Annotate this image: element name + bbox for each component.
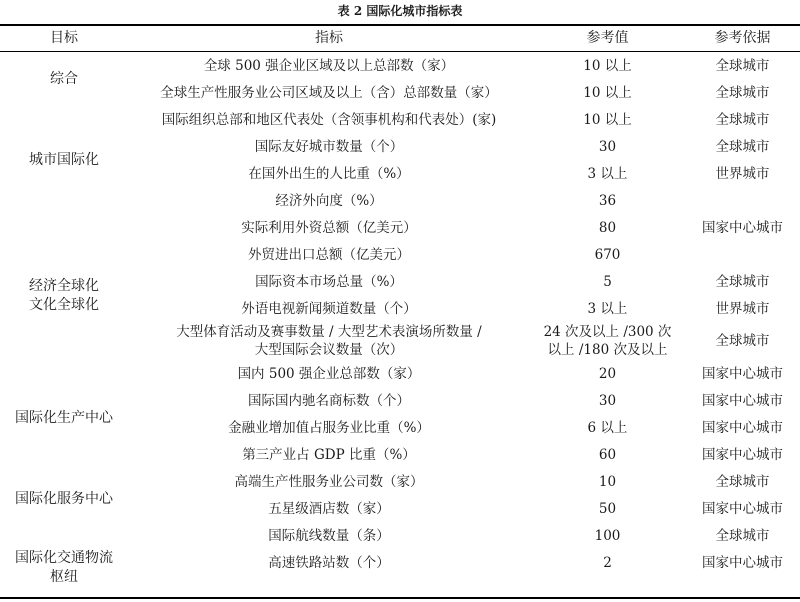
bottom-rule (0, 597, 800, 599)
row-indicator: 第三产业占 GDP 比重（%） (242, 446, 416, 463)
row-reference-value: 20 (598, 365, 617, 382)
row-reference-value: 670 (594, 246, 621, 263)
row-indicator: 高端生产性服务业公司数（家） (234, 473, 424, 490)
row-reference-basis: 国家中心城市 (702, 554, 783, 571)
row-reference-value: 24 次及以上 /300 次 以上 /180 次及以上 (543, 324, 672, 358)
row-reference-value: 10 (598, 473, 617, 490)
row-reference-value: 3 以上 (587, 165, 628, 182)
row-reference-value: 100 (594, 527, 621, 544)
row-reference-basis: 国家中心城市 (702, 392, 783, 409)
row-reference-basis: 国家中心城市 (702, 419, 783, 436)
row-reference-value: 3 以上 (587, 300, 628, 317)
goal-economic-cultural-globalization: 经济全球化 文化全球化 (29, 277, 99, 313)
goal-city-internationalization: 城市国际化 (29, 151, 99, 168)
table-caption: 表 2 国际化城市指标表 (337, 4, 463, 18)
row-reference-basis: 全球城市 (715, 57, 770, 74)
goal-service-center: 国际化服务中心 (15, 491, 113, 507)
row-reference-basis: 世界城市 (715, 300, 770, 317)
header-goal: 目标 (50, 29, 78, 46)
row-reference-value: 5 (603, 273, 612, 290)
row-indicator: 外贸进出口总额（亿美元） (248, 246, 410, 263)
row-reference-value: 30 (598, 138, 617, 155)
row-indicator: 经济外向度（%） (275, 192, 383, 209)
row-indicator: 国际国内驰名商标数（个） (248, 392, 410, 409)
row-indicator: 全球生产性服务业公司区域及以上（含）总部数量（家） (160, 84, 498, 101)
row-reference-value: 10 以上 (583, 84, 632, 101)
row-reference-basis (685, 241, 800, 268)
row-indicator: 国际组织总部和地区代表处（含领事机构和代表处）(家) (161, 111, 497, 128)
row-reference-value: 80 (598, 219, 617, 236)
row-indicator: 实际利用外资总额（亿美元） (241, 219, 417, 236)
header-reference-basis: 参考依据 (714, 29, 771, 46)
row-reference-value: 6 以上 (587, 419, 628, 436)
row-reference-basis: 全球城市 (715, 473, 770, 490)
goal-transport-logistics-hub: 国际化交通物流 枢纽 (15, 550, 113, 585)
row-reference-basis: 国家中心城市 (702, 500, 783, 517)
goal-composite: 综合 (50, 70, 78, 87)
row-reference-value: 60 (598, 446, 617, 463)
row-indicator: 国内 500 强企业总部数（家） (237, 365, 421, 382)
header-indicator: 指标 (315, 29, 343, 46)
row-reference-value: 36 (598, 192, 617, 209)
row-reference-basis: 全球城市 (715, 333, 770, 349)
row-indicator: 五星级酒店数（家） (268, 500, 390, 517)
row-reference-basis: 全球城市 (715, 527, 770, 544)
row-reference-basis: 全球城市 (715, 138, 770, 155)
row-reference-basis: 国家中心城市 (702, 365, 783, 382)
row-reference-basis: 世界城市 (715, 165, 770, 182)
row-indicator: 国际资本市场总量（%） (255, 273, 403, 290)
row-indicator: 金融业增加值占服务业比重（%） (228, 419, 430, 436)
header-reference-value: 参考值 (586, 29, 629, 46)
row-indicator: 外语电视新闻频道数量（个） (241, 300, 417, 317)
row-reference-basis: 国家中心城市 (702, 219, 783, 236)
row-indicator: 在国外出生的人比重（%） (248, 165, 410, 182)
row-indicator: 高速铁路站数（个） (268, 554, 390, 571)
row-reference-basis (685, 187, 800, 214)
row-reference-basis: 国家中心城市 (702, 446, 783, 463)
row-reference-value: 50 (598, 500, 617, 517)
row-reference-value: 10 以上 (583, 111, 632, 128)
row-reference-value: 10 以上 (583, 57, 632, 74)
row-reference-basis: 全球城市 (715, 273, 770, 290)
row-indicator: 国际航线数量（条） (268, 527, 390, 544)
row-reference-value: 2 (603, 554, 612, 571)
row-indicator: 国际友好城市数量（个） (254, 138, 404, 155)
row-reference-value: 30 (598, 392, 617, 409)
indicator-table (0, 24, 800, 600)
row-reference-basis: 全球城市 (715, 84, 770, 101)
goal-production-center: 国际化生产中心 (15, 409, 113, 426)
row-reference-basis: 全球城市 (715, 111, 770, 128)
row-indicator: 大型体育活动及赛事数量 / 大型艺术表演场所数量 / 大型国际会议数量（次） (176, 324, 482, 358)
row-indicator: 全球 500 强企业区域及以上总部数（家） (203, 57, 455, 74)
